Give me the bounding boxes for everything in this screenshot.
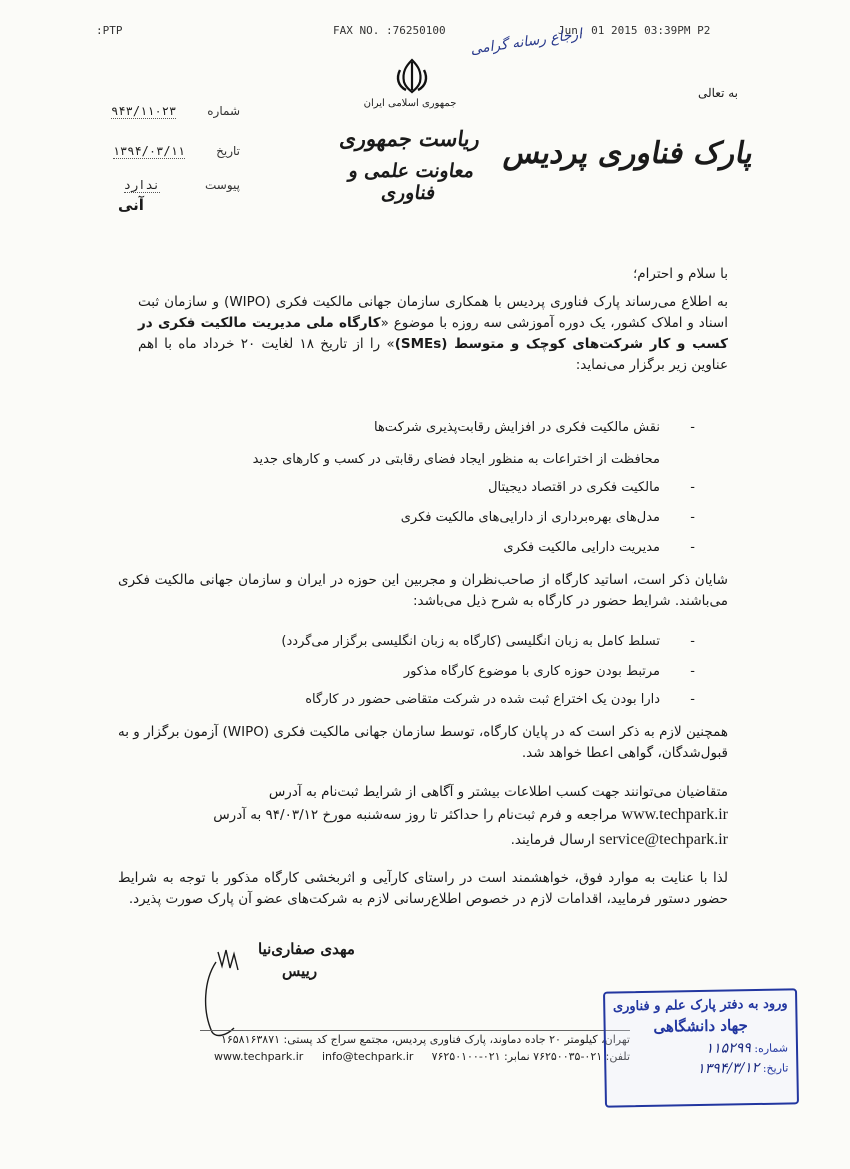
- republic-label: جمهوری اسلامی ایران: [363, 98, 457, 109]
- paragraph-instructors: شایان ذکر است، اساتید کارگاه از صاحب‌نظران و مجربین این حوزه در ایران و سازمان جهانی مالکیت فکری می‌باشند. شرایط حضور در کارگاه به شرح ذیل می‌باشد:: [118, 572, 728, 609]
- park-name-title: پارک فناوری پردیس: [501, 136, 758, 171]
- registration-line-2: [118, 803, 728, 828]
- stamp-date-label: تاریخ:: [762, 1061, 789, 1075]
- meta-number-label: شماره: [207, 104, 240, 118]
- signatory-title: رییس: [282, 962, 318, 980]
- footer-phone: تلفن: ۰۲۱-۷۶۲۵۰۰۳۵ نمابر: ۰۲۱-۷۶۲۵۰۱۰۰: [431, 1050, 630, 1063]
- meta-attachment: [80, 174, 240, 193]
- topic-item: - نقش مالکیت فکری در افزایش رقابت‌پذیری شرکت‌ها: [373, 420, 695, 435]
- paragraph-intro: [138, 292, 728, 376]
- handwritten-note: ارجاع رسانه گرامی: [469, 26, 584, 58]
- vice-presidency-label: معاونت علمی و فناوری: [347, 160, 476, 204]
- stamp-line-1: ورود به دفتر پارک علم و فناوری: [612, 996, 788, 1015]
- meta-attachment-label: پیوست: [205, 178, 240, 192]
- salutation-top: به تعالی: [697, 86, 738, 100]
- workshop-title: کارگاه ملی مدیریت مالکیت فکری در کسب و کار شرکت‌های کوچک و متوسط (SMEs): [138, 314, 728, 352]
- signatory-name: مهدی صفاری‌نیا: [258, 940, 355, 958]
- condition-item: - تسلط کامل به زبان انگلیسی (کارگاه به زبان انگلیسی برگزار می‌گردد): [281, 634, 695, 649]
- fax-datetime: Jun. 01 2015 03:39PM P2: [558, 24, 711, 37]
- registration-send-text: ارسال فرمایند.: [510, 831, 595, 848]
- topic-item: - مدل‌های بهره‌برداری از دارایی‌های مالکیت فکری: [400, 510, 695, 525]
- stamp-line-2: جهاد دانشگاهی: [653, 1016, 748, 1036]
- iran-emblem-icon: [392, 56, 432, 96]
- stamp-date-value: ۱۳۹۴/۳/۱۲: [697, 1059, 760, 1078]
- stamp-number-row: [614, 1039, 788, 1058]
- paragraph-intro-text-b: » را از تاریخ ۱۸ لغایت ۲۰ خرداد ماه با اهم عناوین زیر برگزار می‌نماید:: [138, 335, 728, 373]
- fax-number: FAX NO. :76250100: [333, 24, 446, 37]
- signature-scribble-icon: [198, 940, 278, 1040]
- email-link[interactable]: service@techpark.ir: [599, 830, 728, 848]
- topic-item: - مدیریت دارایی مالکیت فکری: [503, 540, 695, 555]
- meta-date-label: تاریخ: [216, 144, 240, 158]
- registration-line-1: متقاضیان می‌توانند جهت کسب اطلاعات بیشتر و آگاهی از شرایط ثبت‌نام به آدرس: [268, 784, 728, 800]
- presidency-label: ریاست جمهوری: [338, 126, 482, 151]
- stamp-date-row: [614, 1059, 788, 1078]
- meta-number: [80, 100, 240, 119]
- meta-number-value: ۹۴۳/۱۱۰۲۳: [111, 104, 177, 118]
- urgency-label: آنی: [118, 196, 144, 214]
- meta-date-value: ۱۳۹۴/۰۳/۱۱: [112, 144, 186, 158]
- meta-attachment-value: ندارد: [123, 178, 160, 192]
- topic-item: محافظت از اختراعات به منظور ایجاد فضای رقابتی در کسب و کارهای جدید: [252, 452, 660, 467]
- footer-email[interactable]: info@techpark.ir: [322, 1050, 414, 1063]
- footer-website[interactable]: www.techpark.ir: [214, 1050, 304, 1063]
- paragraph-request: لذا با عنایت به موارد فوق، خواهشمند است در راستای کارآیی و اثربخشی کارگاه مذکور با توجه به شرایط حضور دستور فرمایید، اقدامات لازم در خصوص اطلاع‌رسانی لازم به شرکت‌های عضو آن پارک صورت پذیرد.: [118, 870, 728, 907]
- paragraph-certificate: همچنین لازم به ذکر است که در پایان کارگاه، توسط سازمان جهانی مالکیت فکری (WIPO) آزمون برگزار و به قبول‌شدگان، گواهی اعطا خواهد شد.: [118, 724, 729, 761]
- paragraph-registration: [118, 782, 728, 853]
- footer-address: تهران، کیلومتر ۲۰ جاده دماوند، پارک فناوری پردیس، مجتمع سراج کد پستی: ۱۶۵۸۱۶۳۸۷۱: [200, 1030, 630, 1046]
- stamp-number-value: ۱۱۵۲۹۹: [705, 1040, 751, 1057]
- stamp-number-label: شماره:: [754, 1041, 789, 1056]
- greeting: با سلام و احترام؛: [632, 266, 728, 282]
- registration-line-3: [118, 828, 728, 853]
- meta-date: [80, 140, 240, 159]
- receipt-stamp: [603, 988, 799, 1107]
- fax-sender: :PTP: [96, 24, 123, 37]
- website-link[interactable]: www.techpark.ir: [621, 805, 728, 823]
- registration-deadline-text: مراجعه و فرم ثبت‌نام را حداکثر تا روز سه‌شنبه مورخ ۹۴/۰۳/۱۲ به آدرس: [213, 806, 618, 823]
- topic-item: - مالکیت فکری در اقتصاد دیجیتال: [488, 480, 695, 495]
- condition-item: - دارا بودن یک اختراع ثبت شده در شرکت متقاضی حضور در کارگاه: [305, 692, 695, 707]
- paragraph-intro-text-a: به اطلاع می‌رساند پارک فناوری پردیس با همکاری سازمان جهانی مالکیت فکری (WIPO) و سازمان ثبت اسناد و املاک کشور، یک دوره آموزشی سه روزه با موضوع «: [138, 294, 728, 331]
- condition-item: - مرتبط بودن حوزه کاری با موضوع کارگاه مذکور: [403, 664, 695, 679]
